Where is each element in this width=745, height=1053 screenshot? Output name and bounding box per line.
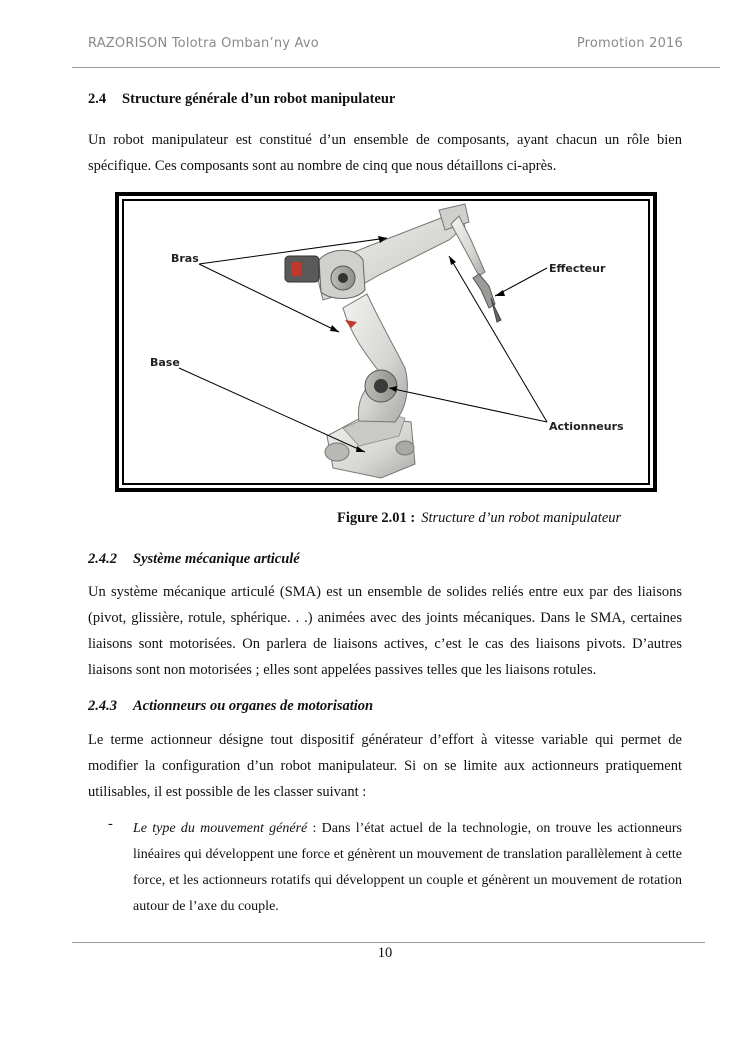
- robot-figure: [115, 192, 657, 492]
- subsection-2-text: Le terme actionneur désigne tout dispositif générateur d’effort à vitesse variable qui permet de modifier la configuration d’un robot manipulateur. Si on se limite aux actionneurs pratiquement utilisables, il est possible de les classer suivant :: [88, 732, 682, 800]
- caption-title: Structure d’un robot manipulateur: [421, 510, 622, 526]
- figure-caption: [337, 510, 621, 527]
- header-promotion: Promotion 2016: [576, 36, 683, 51]
- label-base: Base: [150, 356, 180, 369]
- caption-label: Figure 2.01 :: [337, 510, 416, 526]
- subsection-1-text: Un système mécanique articulé (SMA) est un ensemble de solides reliés entre eux par des liaisons (pivot, glissière, rotule, sphérique. . .) animées avec des joints mécaniques. Dans le SMA, certaines liaisons sont motorisées. On parlera de liaisons actives, c’est le cas des liaisons pivots. D’autres liaisons sont non motorisées ; elles sont appelées passives telles que les liaisons rotules.: [88, 584, 682, 678]
- subsection-1-number: 2.4.2: [88, 551, 117, 567]
- subsection-1-title: Système mécanique articulé: [133, 551, 300, 567]
- bullet-description: : Dans l’état actuel de la technologie, on trouve les actionneurs linéaires qui développent une force et génèrent un mouvement de translation parallèlement à cette force, et les actionneurs rotatifs qui développent un couple et génèrent un mouvement de rotation autour de l’axe du couple.: [133, 821, 682, 914]
- page-header: [88, 36, 683, 56]
- bullet-term: Le type du mouvement généré: [133, 821, 308, 836]
- robot-base: [325, 412, 415, 478]
- robot-effector: [451, 216, 501, 322]
- section-number: 2.4: [88, 91, 107, 107]
- subsection-2-heading: [88, 698, 373, 715]
- label-bras: Bras: [171, 252, 199, 265]
- bullet-marker: -: [108, 816, 113, 832]
- subsection-2-number: 2.4.3: [88, 698, 117, 714]
- section-intro: Un robot manipulateur est constitué d’un ensemble de composants, ayant chacun un rôle bien spécifique. Ces composants sont au nombre de cinq que nous détaillons ci-après.: [88, 132, 682, 174]
- section-title: Structure générale d’un robot manipulateur: [122, 91, 396, 107]
- footer-divider: [72, 942, 705, 943]
- subsection-2-title: Actionneurs ou organes de motorisation: [133, 698, 374, 714]
- label-effecteur: Effecteur: [549, 262, 606, 275]
- page-number: 10: [377, 945, 393, 961]
- label-actionneurs: Actionneurs: [549, 420, 624, 433]
- section-heading: [88, 91, 395, 108]
- robot-illustration: [119, 196, 653, 488]
- header-author: RAZORISON Tolotra Omban’ny Avo: [88, 36, 319, 51]
- subsection-1-heading: [88, 551, 300, 568]
- bullet-item: [133, 816, 682, 920]
- robot-upper-arm: [285, 204, 469, 300]
- header-divider: [72, 67, 720, 68]
- robot-lower-arm: [343, 294, 407, 422]
